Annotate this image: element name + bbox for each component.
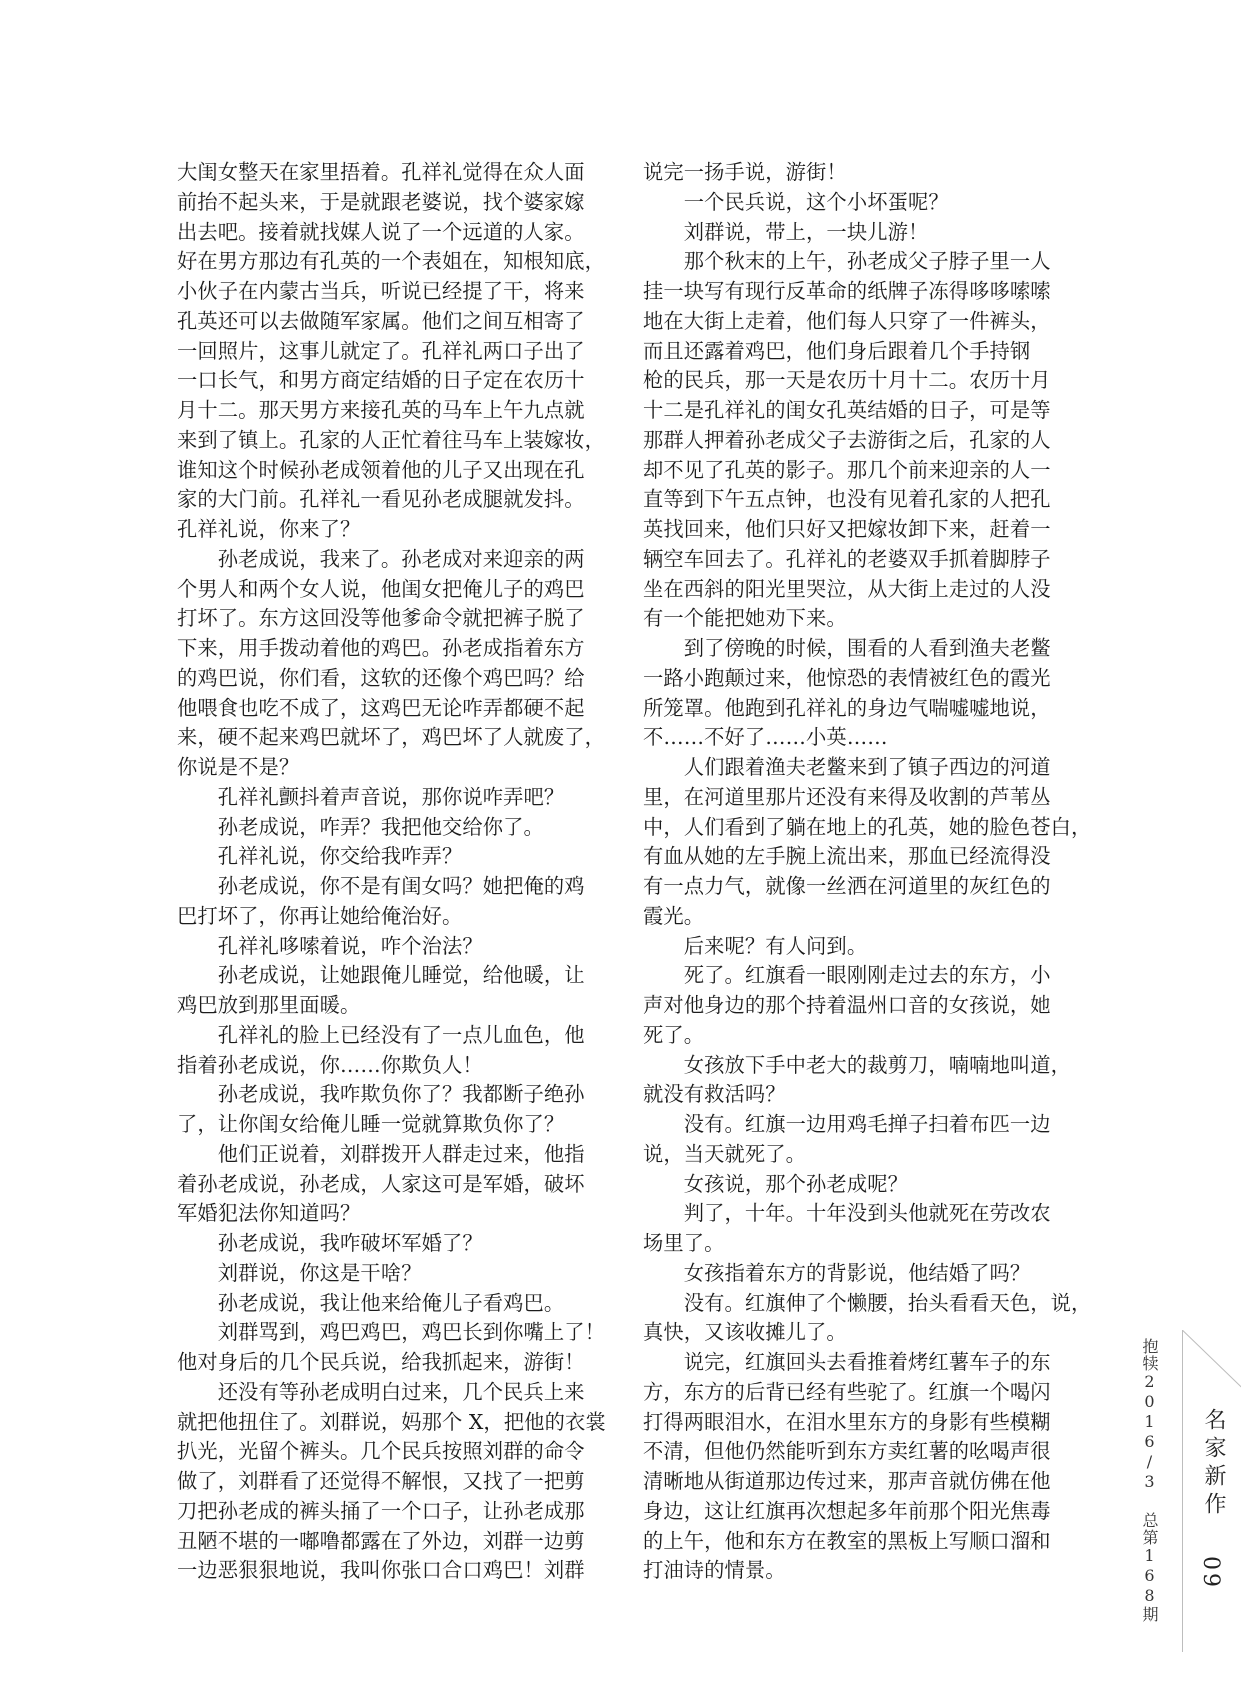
text-line: 死了。 [643, 1022, 705, 1047]
text-line: 女孩指着东方的背影说，他结婚了吗？ [643, 1260, 1031, 1285]
text-line: 那个秋末的上午，孙老成父子脖子里一人 [643, 249, 1051, 274]
text-line: 就把他扭住了。刘群说，妈那个 X，把他的衣裳 [177, 1409, 606, 1434]
text-line: 出去吧。接着就找媒人说了一个远道的人家。 [177, 219, 585, 244]
text-line: 辆空车回去了。孔祥礼的老婆双手抓着脚脖子 [643, 546, 1051, 571]
text-line: 所笼罩。他跑到孔祥礼的身边气喘嘘嘘地说， [643, 695, 1051, 720]
text-line: 有血从她的左手腕上流出来，那血已经流得没 [643, 844, 1051, 869]
page-number: 09 [1198, 1556, 1223, 1590]
text-line: 不清，但他仍然能听到东方卖红薯的吆喝声很 [643, 1439, 1051, 1464]
text-line: 挂一块写有现行反革命的纸牌子冻得哆哆嗦嗦 [643, 279, 1051, 303]
text-line: 不……不好了……小英…… [643, 725, 888, 750]
text-line: 打油诗的情景。 [643, 1558, 786, 1583]
text-line: 小伙子在内蒙古当兵，听说已经提了干，将来 [177, 279, 585, 303]
text-line: 有一个能把她劝下来。 [643, 606, 847, 631]
text-line: 声对他身边的那个持着温州口音的女孩说，她 [643, 993, 1051, 1017]
text-line: 孔英还可以去做随军家属。他们之间互相寄了 [177, 308, 585, 333]
text-line: 的鸡巴说，你们看，这软的还像个鸡巴吗？给 [177, 665, 585, 690]
text-line: 有一点力气，就像一丝洒在河道里的灰红色的 [643, 874, 1051, 898]
text-line: 而且还露着鸡巴，他们身后跟着几个手持钢 [643, 338, 1031, 363]
text-line: 来，硬不起来鸡巴就坏了，鸡巴坏了人就废了， [177, 725, 606, 750]
text-line: 说，当天就死了。 [643, 1141, 807, 1166]
text-line: 巴打坏了，你再让她给俺治好。 [177, 903, 463, 928]
text-line: 他们正说着，刘群拨开人群走过来，他指 [177, 1141, 585, 1166]
text-line: 谁知这个时候孙老成领着他的儿子又出现在孔 [177, 457, 585, 482]
text-line: 孙老成说，你不是有闺女吗？她把俺的鸡 [177, 874, 585, 898]
text-line: 刘群说，带上，一块儿游！ [643, 219, 929, 244]
text-line: 枪的民兵，那一天是农历十月十二。农历十月 [643, 368, 1051, 393]
text-line: 刀把孙老成的裤头捅了一个口子，让孙老成那 [177, 1498, 585, 1523]
text-line: 身边，这让红旗再次想起多年前那个阳光焦毒 [643, 1498, 1051, 1523]
right-text-column [643, 158, 1092, 1586]
issue-info: 抱犊2016/3 总第168期 [1140, 1338, 1159, 1623]
text-line: 家的大门前。孔祥礼一看见孙老成腿就发抖。 [177, 487, 585, 512]
text-line: 判了，十年。十年没到头他就死在劳改农 [643, 1201, 1051, 1226]
text-line: 孔祥礼颤抖着声音说，那你说咋弄吧？ [177, 784, 565, 809]
text-line: 孙老成说，让她跟俺儿睡觉，给他暖，让 [177, 963, 585, 988]
text-line: 孙老成说，我让他来给俺儿子看鸡巴。 [177, 1290, 565, 1315]
text-line: 十二是孔祥礼的闺女孔英结婚的日子，可是等 [643, 398, 1051, 422]
text-line: 孔祥礼的脸上已经没有了一点儿血色，他 [177, 1022, 585, 1047]
text-line: 大闺女整天在家里捂着。孔祥礼觉得在众人面 [177, 160, 585, 184]
text-line: 后来呢？有人问到。 [643, 933, 868, 958]
text-line: 一路小跑颠过来，他惊恐的表情被红色的霞光 [643, 665, 1051, 690]
text-line: 你说是不是？ [177, 755, 300, 779]
text-line: 孔祥礼说，你交给我咋弄？ [177, 844, 463, 869]
text-line: 坐在西斜的阳光里哭泣，从大街上走过的人没 [643, 576, 1051, 601]
left-text-column [177, 158, 615, 1586]
text-line: 孙老成说，我咋破坏军婚了？ [177, 1231, 483, 1255]
text-line: 一边恶狠狠地说，我叫你张口合口鸡巴！刘群 [177, 1558, 585, 1583]
text-line: 扒光，光留个裤头。几个民兵按照刘群的命令 [177, 1439, 585, 1464]
text-line: 孔祥礼说，你来了？ [177, 517, 361, 541]
text-line: 打坏了。东方这回没等他爹命令就把裤子脱了 [177, 606, 585, 631]
text-line: 女孩放下手中老大的裁剪刀，喃喃地叫道， [643, 1052, 1072, 1077]
text-line: 死了。红旗看一眼刚刚走过去的东方，小 [643, 963, 1051, 988]
text-line: 说完一扬手说，游街！ [643, 160, 847, 184]
text-line: 霞光。 [643, 903, 705, 928]
text-line: 做了，刘群看了还觉得不解恨，又找了一把剪 [177, 1469, 585, 1493]
text-line: 鸡巴放到那里面暖。 [177, 993, 361, 1017]
text-line: 指着孙老成说，你……你欺负人！ [177, 1052, 483, 1077]
text-line: 丑陋不堪的一嘟噜都露在了外边，刘群一边剪 [177, 1528, 585, 1553]
text-line: 直等到下午五点钟，也没有见着孔家的人把孔 [643, 487, 1051, 512]
text-line: 月十二。那天男方来接孔英的马车上午九点就 [177, 398, 585, 422]
text-line: 孙老成说，我咋欺负你了？我都断子绝孙 [177, 1082, 585, 1107]
text-line: 中，人们看到了躺在地上的孔英，她的脸色苍白， [643, 814, 1092, 839]
text-line: 那群人押着孙老成父子去游街之后，孔家的人 [643, 427, 1051, 452]
text-line: 孔祥礼哆嗦着说，咋个治法？ [177, 933, 483, 958]
text-line: 前抬不起头来，于是就跟老婆说，找个婆家嫁 [177, 189, 585, 214]
text-line: 还没有等孙老成明白过来，几个民兵上来 [177, 1379, 585, 1404]
sidebar-divider [1182, 1332, 1183, 1652]
text-line: 刘群骂到，鸡巴鸡巴，鸡巴长到你嘴上了！ [177, 1320, 606, 1345]
text-line: 真快，又该收摊儿了。 [643, 1320, 847, 1345]
text-line: 地在大街上走着，他们每人只穿了一件裤头， [643, 308, 1051, 333]
text-line: 来到了镇上。孔家的人正忙着往马车上装嫁妆， [177, 427, 606, 452]
text-line: 一口长气，和男方商定结婚的日子定在农历十 [177, 368, 585, 393]
text-line: 里，在河道里那片还没有来得及收割的芦苇丛 [643, 784, 1051, 809]
section-title: 名家新作 [1201, 1408, 1226, 1520]
text-line: 军婚犯法你知道吗？ [177, 1201, 361, 1226]
text-line: 打得两眼泪水，在泪水里东方的身影有些模糊 [643, 1409, 1051, 1434]
text-line: 到了傍晚的时候，围看的人看到渔夫老鳖 [643, 636, 1051, 660]
text-line: 说完，红旗回头去看推着烤红薯车子的东 [643, 1350, 1051, 1374]
text-line: 场里了。 [643, 1231, 725, 1255]
text-line: 孙老成说，咋弄？我把他交给你了。 [177, 814, 544, 839]
text-line: 的上午，他和东方在教室的黑板上写顺口溜和 [643, 1528, 1051, 1553]
text-line: 着孙老成说，孙老成，人家这可是军婚，破坏 [177, 1171, 585, 1196]
text-line: 个男人和两个女人说，他闺女把俺儿子的鸡巴 [177, 576, 585, 601]
text-line: 人们跟着渔夫老鳖来到了镇子西边的河道 [643, 755, 1051, 779]
text-line: 清晰地从街道那边传过来，那声音就仿佛在他 [643, 1469, 1051, 1493]
text-line: 他喂食也吃不成了，这鸡巴无论咋弄都硬不起 [177, 695, 585, 720]
page-sidebar [1140, 1330, 1241, 1660]
text-line: 英找回来，他们只好又把嫁妆卸下来，赶着一 [643, 517, 1051, 541]
text-line: 女孩说，那个孙老成呢？ [643, 1171, 908, 1196]
text-line: 没有。红旗一边用鸡毛掸子扫着布匹一边 [643, 1112, 1051, 1136]
text-line: 一个民兵说，这个小坏蛋呢？ [643, 189, 949, 214]
corner-ornament [1182, 1330, 1241, 1390]
text-line: 下来，用手拨动着他的鸡巴。孙老成指着东方 [177, 636, 585, 660]
text-line: 没有。红旗伸了个懒腰，抬头看看天色，说， [643, 1290, 1092, 1315]
text-line: 孙老成说，我来了。孙老成对来迎亲的两 [177, 546, 585, 571]
text-line: 了，让你闺女给俺儿睡一觉就算欺负你了？ [177, 1112, 565, 1136]
text-line: 就没有救活吗？ [643, 1082, 786, 1107]
text-line: 刘群说，你这是干啥？ [177, 1260, 422, 1285]
text-line: 一回照片，这事儿就定了。孔祥礼两口子出了 [177, 338, 585, 363]
text-line: 他对身后的几个民兵说，给我抓起来，游街！ [177, 1350, 585, 1374]
text-line: 却不见了孔英的影子。那几个前来迎亲的人一 [643, 457, 1051, 482]
text-line: 方，东方的后背已经有些驼了。红旗一个喝闪 [643, 1379, 1051, 1404]
text-line: 好在男方那边有孔英的一个表姐在，知根知底， [177, 249, 606, 274]
